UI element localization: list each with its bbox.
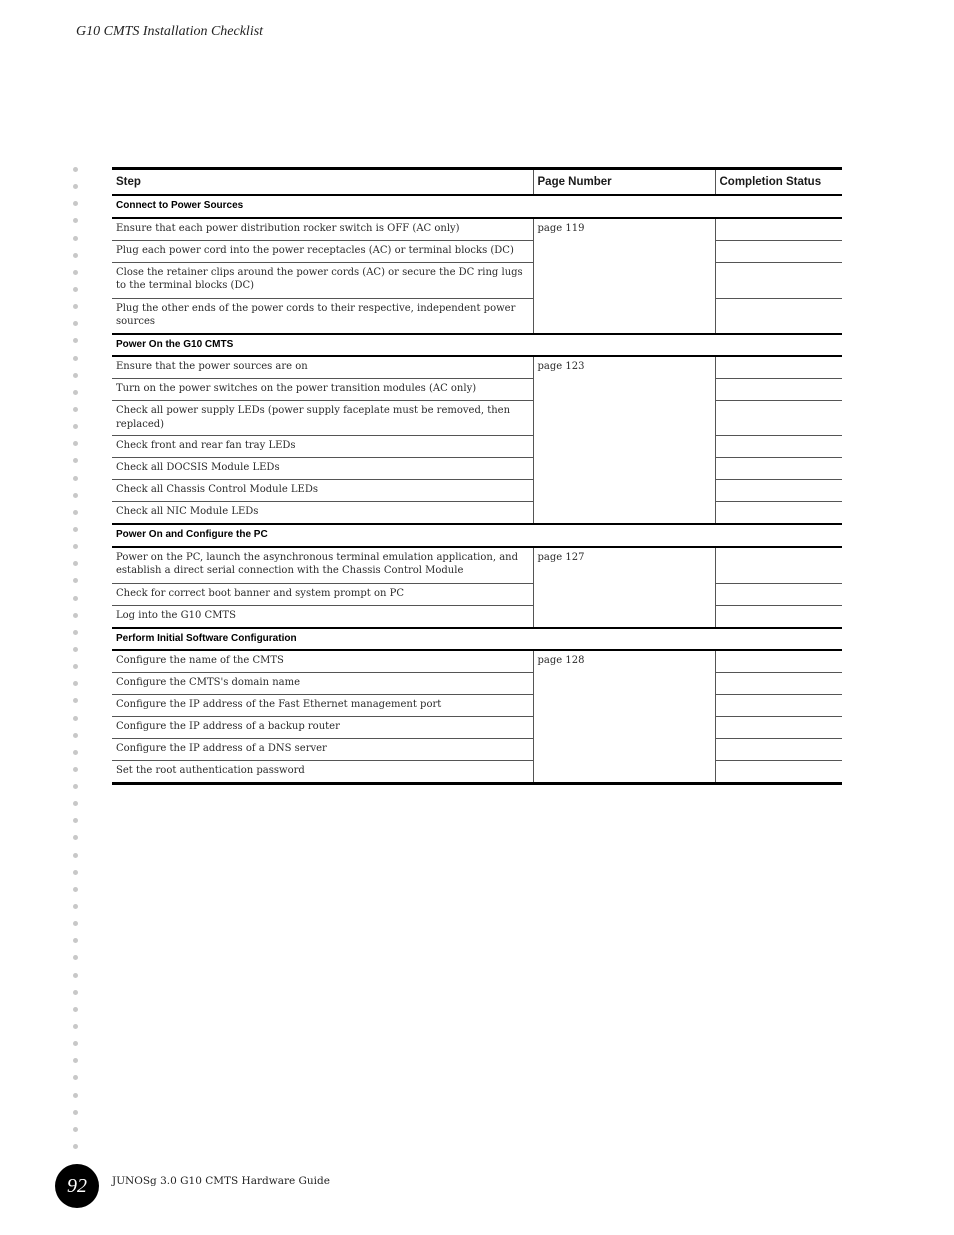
table-row [112,356,842,379]
step-text: Plug each power cord into the power receptacles (AC) or terminal blocks (DC) [112,240,533,262]
table-row [112,379,842,401]
footer-book-title: JUNOSg 3.0 G10 CMTS Hardware Guide [112,1175,330,1187]
step-text: Check all NIC Module LEDs [112,502,533,525]
table-row [112,605,842,628]
margin-dot [73,973,78,978]
table-row [112,502,842,525]
section-configure-pc [112,524,842,628]
table-row [112,547,842,584]
margin-dot [73,990,78,995]
margin-dot [73,441,78,446]
table-row [112,650,842,673]
section-title: Perform Initial Software Configuration [112,628,842,651]
page-ref: page 128 [533,650,715,784]
margin-dot [73,424,78,429]
completion-cell[interactable] [715,240,842,262]
completion-cell[interactable] [715,761,842,784]
step-text: Ensure that the power sources are on [112,356,533,379]
step-text: Configure the name of the CMTS [112,650,533,673]
margin-dot [73,904,78,909]
table-row [112,717,842,739]
margin-dot [73,784,78,789]
margin-dot [73,853,78,858]
step-text: Check all power supply LEDs (power supply faceplate must be removed, then replaced) [112,401,533,436]
margin-dot [73,647,78,652]
completion-cell[interactable] [715,458,842,480]
step-text: Configure the IP address of a backup router [112,717,533,739]
margin-dot [73,801,78,806]
completion-cell[interactable] [715,436,842,458]
margin-dot [73,596,78,601]
margin-dot [73,493,78,498]
table-row [112,298,842,334]
margin-dot [73,716,78,721]
completion-cell[interactable] [715,502,842,525]
completion-cell[interactable] [715,401,842,436]
margin-dot [73,887,78,892]
completion-cell[interactable] [715,480,842,502]
section-connect-power [112,195,842,334]
margin-dot [73,338,78,343]
step-text: Configure the IP address of the Fast Ethernet management port [112,695,533,717]
completion-cell[interactable] [715,218,842,241]
margin-dot [73,544,78,549]
step-text: Plug the other ends of the power cords to their respective, independent power sources [112,298,533,334]
table-row [112,458,842,480]
section-title: Connect to Power Sources [112,195,842,218]
completion-cell[interactable] [715,605,842,628]
margin-dot [73,681,78,686]
margin-dot [73,167,78,172]
margin-dot [73,458,78,463]
margin-dot [73,664,78,669]
installation-checklist-table [112,167,842,785]
margin-dot [73,870,78,875]
margin-dot [73,356,78,361]
margin-dot [73,201,78,206]
step-text: Ensure that each power distribution rocker switch is OFF (AC only) [112,218,533,241]
margin-dot [73,1041,78,1046]
margin-dot [73,373,78,378]
table-row [112,739,842,761]
margin-dot [73,1093,78,1098]
header-step: Step [112,169,533,196]
table-row [112,240,842,262]
margin-dot [73,1110,78,1115]
page-number-badge: 92 [55,1164,99,1208]
margin-dot [73,1127,78,1132]
margin-dot [73,1024,78,1029]
step-text: Check front and rear fan tray LEDs [112,436,533,458]
margin-dot [73,1058,78,1063]
margin-dot [73,236,78,241]
margin-dot [73,1007,78,1012]
margin-dot [73,390,78,395]
margin-dot [73,218,78,223]
step-text: Check all Chassis Control Module LEDs [112,480,533,502]
table-row [112,262,842,298]
table-row [112,436,842,458]
margin-dot [73,955,78,960]
step-text: Check all DOCSIS Module LEDs [112,458,533,480]
completion-cell[interactable] [715,673,842,695]
completion-cell[interactable] [715,379,842,401]
table-row [112,480,842,502]
step-text: Check for correct boot banner and system prompt on PC [112,583,533,605]
table-row [112,695,842,717]
running-head: G10 CMTS Installation Checklist [76,24,264,39]
margin-dot [73,578,78,583]
section-title: Power On the G10 CMTS [112,334,842,357]
section-software-config [112,628,842,784]
completion-cell[interactable] [715,583,842,605]
table-row [112,583,842,605]
header-completion-status: Completion Status [715,169,842,196]
margin-dot [73,527,78,532]
completion-cell[interactable] [715,717,842,739]
margin-dots [73,167,81,1161]
table-row [112,401,842,436]
table-row [112,218,842,241]
margin-dot [73,270,78,275]
margin-dot [73,630,78,635]
margin-dot [73,407,78,412]
section-title: Power On and Configure the PC [112,524,842,547]
margin-dot [73,613,78,618]
margin-dot [73,476,78,481]
completion-cell[interactable] [715,739,842,761]
page-ref: page 123 [533,356,715,524]
margin-dot [73,1075,78,1080]
margin-dot [73,698,78,703]
page-ref: page 127 [533,547,715,628]
margin-dot [73,733,78,738]
margin-dot [73,938,78,943]
margin-dot [73,1144,78,1149]
margin-dot [73,304,78,309]
completion-cell[interactable] [715,695,842,717]
margin-dot [73,321,78,326]
table-row [112,673,842,695]
step-text: Configure the CMTS's domain name [112,673,533,695]
completion-cell[interactable] [715,298,842,334]
page-ref: page 119 [533,218,715,334]
margin-dot [73,750,78,755]
step-text: Set the root authentication password [116,765,305,776]
step-text: Power on the PC, launch the asynchronous terminal emulation application, and establish a direct serial connection with the Chassis Control Module [112,547,533,584]
margin-dot [73,184,78,189]
margin-dot [73,253,78,258]
step-text: Configure the IP address of a DNS server [112,739,533,761]
completion-cell[interactable] [715,547,842,584]
margin-dot [73,818,78,823]
margin-dot [73,287,78,292]
margin-dot [73,510,78,515]
completion-cell[interactable] [715,356,842,379]
section-power-on [112,334,842,525]
margin-dot [73,767,78,772]
header-page-number: Page Number [533,169,715,196]
margin-dot [73,835,78,840]
completion-cell[interactable] [715,650,842,673]
step-text: Log into the G10 CMTS [112,605,533,628]
margin-dot [73,561,78,566]
step-text: Close the retainer clips around the power cords (AC) or secure the DC ring lugs to the terminal blocks (DC) [112,262,533,298]
step-text: Turn on the power switches on the power transition modules (AC only) [112,379,533,401]
table-row [112,761,842,784]
table-header-row [112,169,842,196]
completion-cell[interactable] [715,262,842,298]
margin-dot [73,921,78,926]
